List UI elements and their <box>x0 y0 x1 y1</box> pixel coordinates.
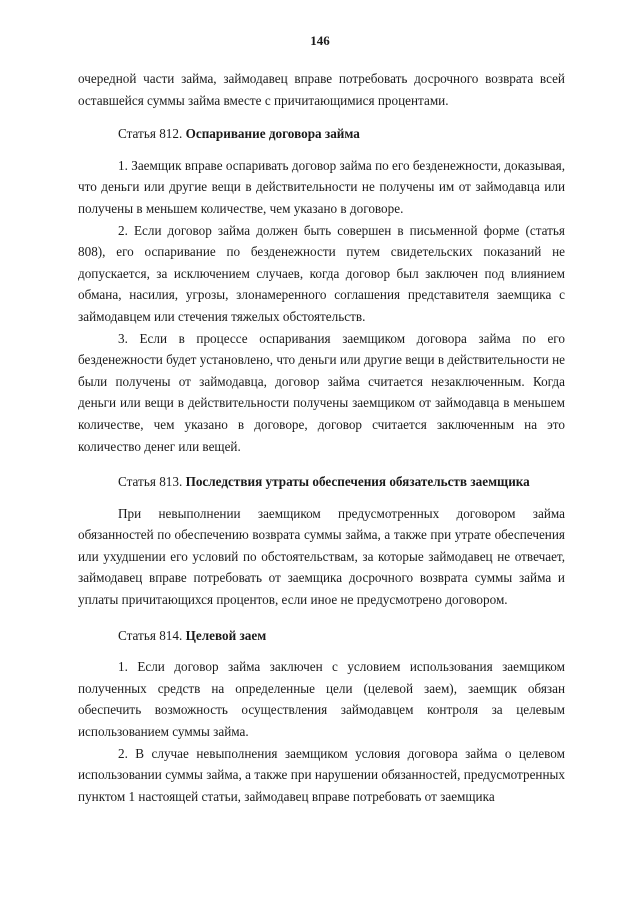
article-title: Целевой заем <box>185 627 267 643</box>
article-heading <box>78 123 565 145</box>
article-812 <box>78 123 565 457</box>
article-title: Оспаривание договора займа <box>185 126 360 142</box>
article-paragraph: 2. Если договор займа должен быть совершен в письменной форме (статья 808), его оспаривание по безденежности путем свидетельских показаний не допускается, за исключением случаев, когда договор был заключен под влиянием обмана, насилия, угрозы, злонамеренного соглашения представителя заемщика с займодавцем или стечения тяжелых обстоятельств. <box>78 222 565 324</box>
intro-paragraph: очередной части займа, займодавец вправе потребовать досрочного возврата всей оставшейся суммы займа вместе с причитающимися процентами. <box>78 71 565 108</box>
article-paragraph: 1. Заемщик вправе оспаривать договор займа по его безденежности, доказывая, что деньги или другие вещи в действительности не получены им от займодавца или получены в меньшем количестве, чем указано в договоре. <box>78 157 565 216</box>
article-heading <box>78 625 565 647</box>
page-number: 146 <box>310 33 330 48</box>
article-title: Последствия утраты обеспечения обязательств заемщика <box>185 474 530 490</box>
article-paragraph: При невыполнении заемщиком предусмотренных договором займа обязанностей по обеспечению возврата суммы займа, а также при утрате обеспечения или ухудшении его условий по обстоятельствам, за которые займодавец не отвечает, займодавец вправе потребовать от заемщика досрочного возврата суммы займа и уплаты причитающихся процентов, если иное не предусмотрено договором. <box>78 505 565 608</box>
article-number: Статья 813. <box>118 474 183 490</box>
article-814 <box>78 625 565 808</box>
document-body <box>78 68 565 807</box>
article-813 <box>78 471 565 611</box>
article-paragraph: 2. В случае невыполнения заемщиком условия договора займа о целевом использовании суммы займа, а также при нарушении обязанностей, предусмотренных пунктом 1 настоящей статьи, займодавец вправе потребовать от заемщика <box>78 745 565 804</box>
article-paragraph: 1. Если договор займа заключен с условием использования заемщиком полученных средств на определенные цели (целевой заем), заемщик обязан обеспечить возможность осуществления займодавцем контроля за целевым использованием суммы займа. <box>78 659 565 740</box>
article-number: Статья 812. <box>118 126 183 142</box>
article-heading <box>78 471 565 493</box>
article-paragraph: 3. Если в процессе оспаривания заемщиком договора займа по его безденежности будет установлено, что деньги или другие вещи в действительности не были получены от займодавца, договор займа считается незаключенным. Когда деньги или вещи в действительности получены заемщиком от займодавца в меньшем количестве, чем указано в договоре, договор считается заключенным на это количество денег или вещей. <box>78 330 565 454</box>
article-number: Статья 814. <box>118 627 183 643</box>
